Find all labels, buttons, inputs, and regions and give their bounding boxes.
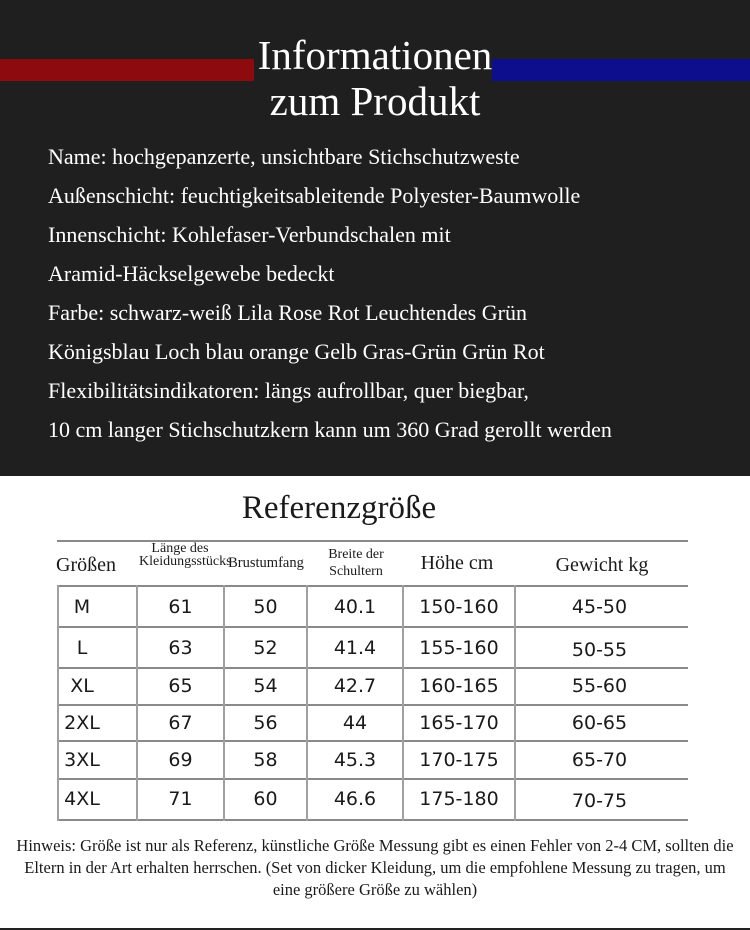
cell-chest: 56 [253,712,278,734]
header-length: Länge des Kleidungsstücks [139,541,232,569]
table-rule [57,704,688,706]
cell-length: 71 [168,788,193,810]
info-line-colors-cont: Königsblau Loch blau orange Gelb Gras-Grün Grün Rot [48,339,545,364]
cell-weight: 55-60 [571,675,628,697]
info-line-name: Name: hochgepanzerte, unsichtbare Stichschutzweste [48,144,520,169]
table-column-rule [402,585,404,821]
table-rule [57,819,688,821]
header-chest: Brustumfang [228,555,304,571]
size-table [57,540,688,822]
header-size: Größen [56,554,116,576]
cell-shoulder: 41.4 [333,637,377,659]
cell-length: 67 [168,712,193,734]
cell-chest: 60 [253,788,278,810]
cell-chest: 50 [253,596,278,618]
table-column-rule [57,585,59,821]
size-reference-title: Referenzgröße [241,490,437,526]
table-rule [57,667,688,669]
cell-height: 150-160 [419,596,499,618]
cell-size: 4XL [64,788,100,810]
table-column-rule [514,585,516,821]
info-line-outer-layer: Außenschicht: feuchtigkeitsableitende Polyester-Baumwolle [48,183,581,208]
cell-weight: 70-75 [571,790,628,812]
title-line-2: zum Produkt [269,78,481,124]
cell-length: 61 [168,596,193,618]
info-line-flexibility-cont: 10 cm langer Stichschutzkern kann um 360 Grad gerollt werden [48,417,612,442]
cell-length: 69 [168,749,193,771]
cell-shoulder: 45.3 [333,749,377,771]
cell-size: M [73,596,91,618]
cell-shoulder: 44 [342,712,368,734]
cell-weight: 45-50 [571,596,628,618]
table-column-rule [306,585,308,821]
cell-size: 2XL [64,712,100,734]
header-shoulder: Breite der Schultern [328,547,384,579]
cell-chest: 54 [253,675,278,697]
cell-length: 65 [168,675,193,697]
title-line-1: Informationen [257,32,493,78]
cell-shoulder: 40.1 [333,596,377,618]
cell-height: 175-180 [419,788,499,810]
cell-size: L [76,637,88,659]
table-rule [57,585,688,587]
table-column-rule [136,585,138,821]
cell-length: 63 [168,637,193,659]
cell-height: 170-175 [419,749,499,771]
product-info-text [48,137,738,449]
cell-height: 155-160 [419,637,499,659]
cell-shoulder: 46.6 [333,788,377,810]
cell-weight: 50-55 [571,639,628,661]
size-note: Hinweis: Größe ist nur als Referenz, künstliche Größe Messung gibt es einen Fehler von 2-4 CM, sollten die Eltern in der Art erhalten herrschen. (Set von dicker Kleidung, um die empfohlene Messung zu tragen, um eine größere Größe zu wählen) [16,836,734,899]
cell-weight: 60-65 [571,712,628,734]
cell-height: 165-170 [419,712,499,734]
product-info-title [0,32,750,124]
table-rule [57,778,688,780]
cell-weight: 65-70 [571,749,628,771]
header-weight: Gewicht kg [555,554,649,576]
cell-shoulder: 42.7 [333,675,377,697]
cell-height: 160-165 [419,675,499,697]
table-rule [57,740,688,742]
info-line-flexibility: Flexibilitätsindikatoren: längs aufrollbar, quer biegbar, [48,378,529,403]
table-column-rule [223,585,225,821]
table-rule [57,626,688,628]
info-line-colors: Farbe: schwarz-weiß Lila Rose Rot Leuchtendes Grün [48,300,527,325]
cell-chest: 52 [253,637,278,659]
cell-size: 3XL [64,749,100,771]
info-line-inner-layer: Innenschicht: Kohlefaser-Verbundschalen mit [48,222,451,247]
cell-chest: 58 [253,749,278,771]
info-line-inner-layer-cont: Aramid-Häckselgewebe bedeckt [48,261,335,286]
cell-size: XL [70,675,94,697]
header-height: Höhe cm [420,552,494,574]
